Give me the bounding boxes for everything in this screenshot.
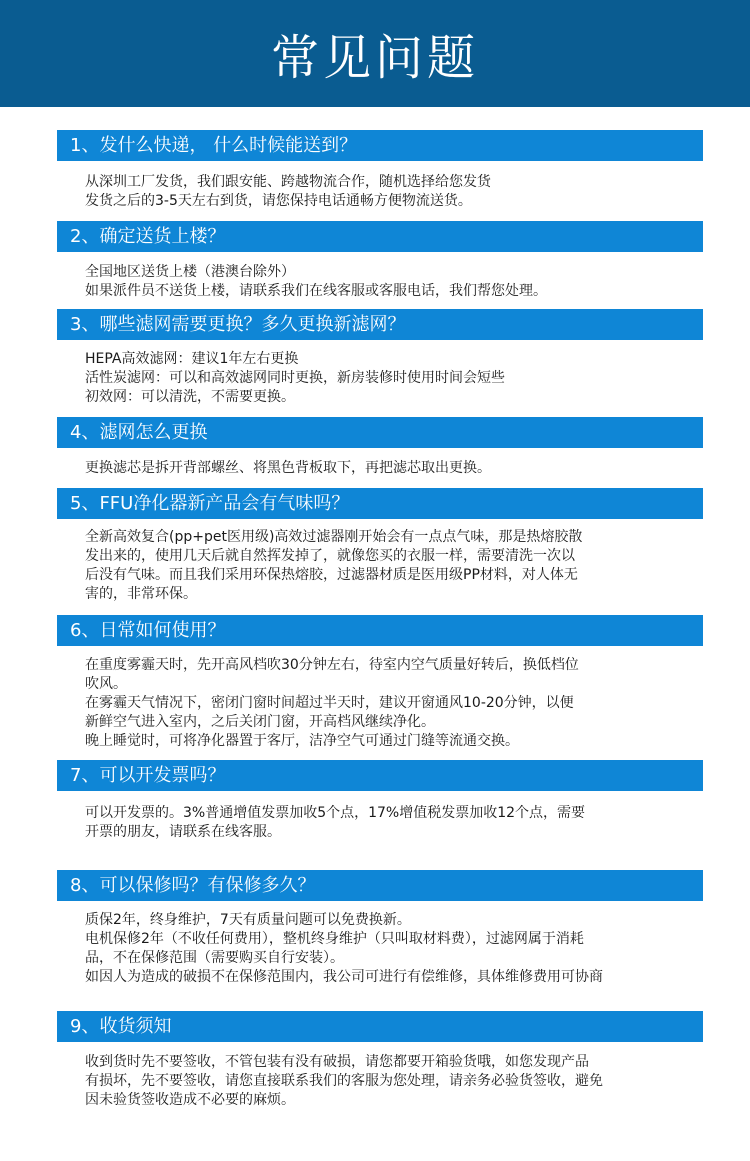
page-title: 常见问题 xyxy=(270,30,479,86)
faq-answer-line: 新鲜空气进入室内，之后关闭门窗，开高档风继续净化。 xyxy=(85,714,435,730)
faq-answer-line: 因未验货签收造成不必要的麻烦。 xyxy=(85,1092,295,1108)
faq-answer-line: 在重度雾霾天时，先开高风档吹30分钟左右，待室内空气质量好转后，换低档位 xyxy=(85,657,579,673)
faq-answer-line: 从深圳工厂发货，我们跟安能、跨越物流合作，随机选择给您发货 xyxy=(85,174,491,190)
faq-answer-line: 更换滤芯是拆开背部螺丝、将黑色背板取下，再把滤芯取出更换。 xyxy=(85,460,491,476)
faq-answer-line: 电机保修2年（不收任何费用），整机终身维护（只叫取材料费），过滤网属于消耗 xyxy=(85,931,584,947)
faq-question-8: 8、可以保修吗？有保修多久？ xyxy=(57,870,703,901)
faq-answer-line: 吹风。 xyxy=(85,676,127,692)
faq-answer-line: 品，不在保修范围（需要购买自行安装）。 xyxy=(85,950,344,966)
faq-answer-line: 质保2年，终身维护，7天有质量问题可以免费换新。 xyxy=(85,912,411,928)
faq-answer-line: 活性炭滤网：可以和高效滤网同时更换，新房装修时使用时间会短些 xyxy=(85,370,505,386)
faq-answer-3 xyxy=(85,350,720,407)
faq-question-2: 2、确定送货上楼？ xyxy=(57,221,703,252)
faq-question-5: 5、FFU净化器新产品会有气味吗？ xyxy=(57,488,703,519)
faq-question-7: 7、可以开发票吗？ xyxy=(57,760,703,791)
faq-answer-line: 开票的朋友，请联系在线客服。 xyxy=(85,824,281,840)
faq-answer-line: 晚上睡觉时，可将净化器置于客厅，洁净空气可通过门缝等流通交换。 xyxy=(85,733,519,749)
faq-question-3: 3、哪些滤网需要更换？多久更换新滤网？ xyxy=(57,309,703,340)
faq-answer-line: 发出来的，使用几天后就自然挥发掉了，就像您买的衣服一样，需要清洗一次以 xyxy=(85,548,575,564)
faq-answer-line: 发货之后的3-5天左右到货，请您保持电话通畅方便物流送货。 xyxy=(85,193,472,209)
faq-answer-line: 有损坏，先不要签收，请您直接联系我们的客服为您处理，请亲务必验货签收，避免 xyxy=(85,1073,603,1089)
faq-answer-7 xyxy=(85,804,720,842)
faq-answer-line: 收到货时先不要签收，不管包装有没有破损，请您都要开箱验货哦，如您发现产品 xyxy=(85,1054,589,1070)
faq-answer-line: 初效网：可以清洗，不需要更换。 xyxy=(85,389,295,405)
faq-answer-line: 害的，非常环保。 xyxy=(85,586,197,602)
faq-answer-5 xyxy=(85,528,720,604)
faq-answer-line: 全国地区送货上楼（港澳台除外） xyxy=(85,264,295,280)
faq-answer-line: 全新高效复合(pp+pet医用级)高效过滤器刚开始会有一点点气味，那是热熔胶散 xyxy=(85,529,583,545)
faq-answer-6 xyxy=(85,656,720,751)
faq-answer-line: 如因人为造成的破损不在保修范围内，我公司可进行有偿维修，具体维修费用可协商 xyxy=(85,969,603,985)
faq-answer-2 xyxy=(85,263,720,301)
faq-question-1: 1、发什么快递， 什么时候能送到？ xyxy=(57,130,703,161)
faq-answer-line: 在雾霾天气情况下，密闭门窗时间超过半天时，建议开窗通风10-20分钟，以便 xyxy=(85,695,574,711)
faq-question-9: 9、收货须知 xyxy=(57,1011,703,1042)
faq-answer-line: 可以开发票的。3%普通增值发票加收5个点，17%增值税发票加收12个点，需要 xyxy=(85,805,586,821)
faq-answer-1 xyxy=(85,173,720,211)
page-header xyxy=(0,0,750,107)
faq-answer-9 xyxy=(85,1053,720,1110)
faq-answer-line: 后没有气味。而且我们采用环保热熔胶，过滤器材质是医用级PP材料，对人体无 xyxy=(85,567,578,583)
faq-question-4: 4、滤网怎么更换 xyxy=(57,417,703,448)
faq-question-6: 6、日常如何使用？ xyxy=(57,615,703,646)
faq-answer-8 xyxy=(85,911,720,987)
faq-answer-4 xyxy=(85,459,720,478)
faq-answer-line: HEPA高效滤网：建议1年左右更换 xyxy=(85,351,299,367)
faq-answer-line: 如果派件员不送货上楼，请联系我们在线客服或客服电话，我们帮您处理。 xyxy=(85,283,547,299)
